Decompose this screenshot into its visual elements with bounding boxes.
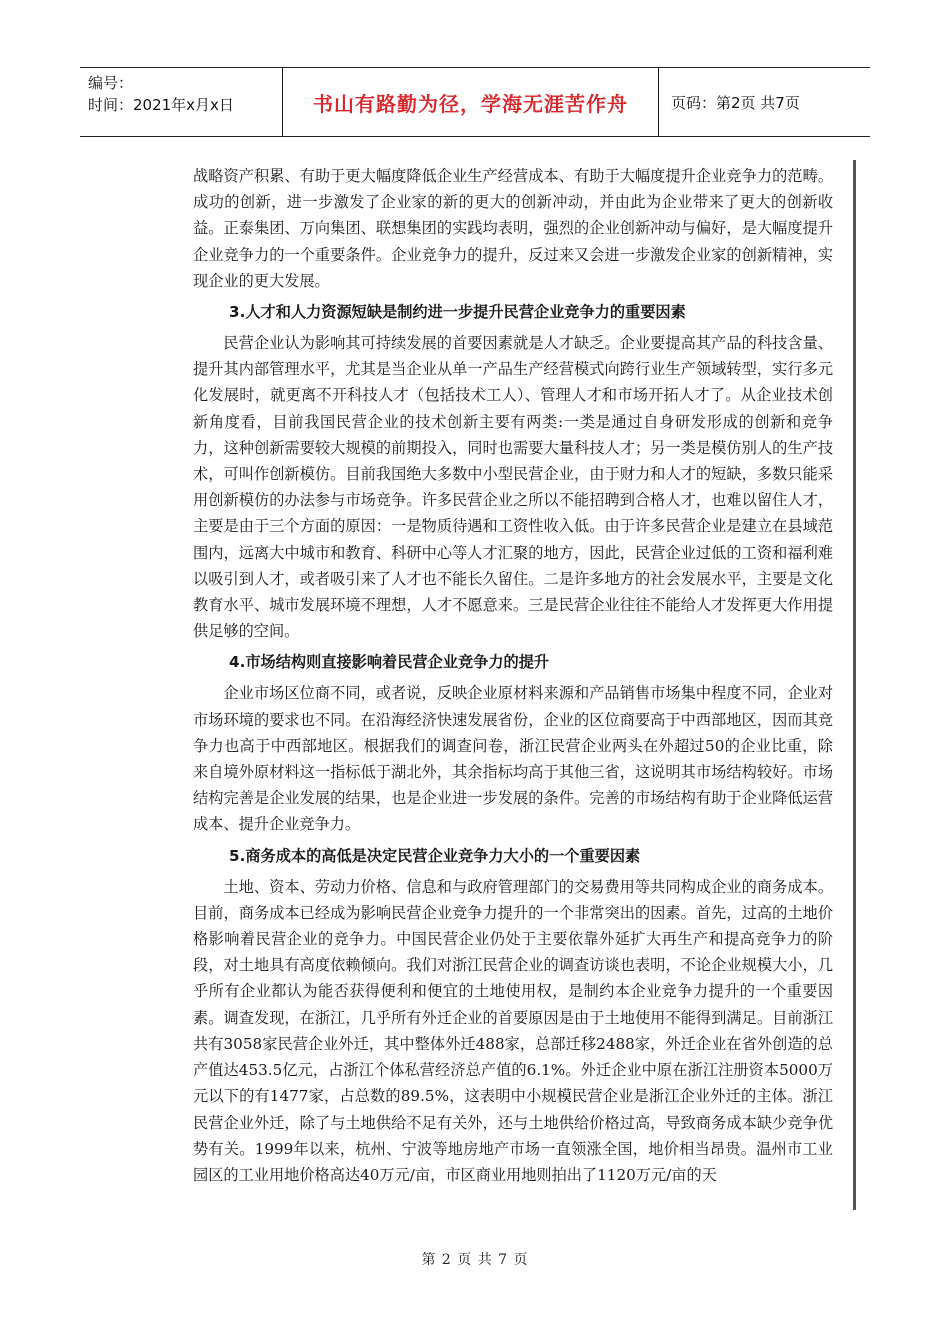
paragraph-business-cost: 土地、资本、劳动力价格、信息和与政府管理部门的交易费用等共同构成企业的商务成本。目前，商务成本已经成为影响民营企业竞争力提升的一个非常突出的因素。首先，过高的土地价格影响着民营企业的竞争力。中国民营企业仍处于主要依靠外延扩大再生产和提高竞争力的阶段，对土地具有高度依赖倾向。我们对浙江民营企业的调查访谈也表明，不论企业规模大小，几乎所有企业都认为能否获得便利和便宜的土地使用权，是制约本企业竞争力提升的一个重要因素。调查发现，在浙江，几乎所有外迁企业的首要原因是由于土地使用不能得到满足。目前浙江共有3058家民营企业外迁，其中整体外迁488家，总部迁移2488家，外迁企业在省外创造的总产值达453.5亿元，占浙江个体私营经济总产值的6.1%。外迁企业中原在浙江注册资本5000万元以下的有1477家，占总数的89.5%，这表明中小规模民营企业是浙江企业外迁的主体。浙江民营企业外迁，除了与土地供给不足有关外，还与土地供给价格过高，导致商务成本缺少竞争优势有关。1999年以来，杭州、宁波等地房地产市场一直领涨全国，地价相当昂贵。温州市工业园区的工业用地价格高达40万元/亩，市区商业用地则拍出了1120万元/亩的天 bbox=[193, 877, 833, 1184]
page-header bbox=[80, 67, 870, 137]
paragraph-market-structure: 企业市场区位商不同，或者说，反映企业原材料来源和产品销售市场集中程度不同，企业对市场环境的要求也不同。在沿海经济快速发展省份，企业的区位商要高于中西部地区，因而其竞争力也高于中西部地区。根据我们的调查问卷，浙江民营企业两头在外超过50的企业比重，除来自境外原材料这一指标低于湖北外，其余指标均高于其他三省，这说明其市场结构较好。市场结构完善是企业发展的结果，也是企业进一步发展的条件。完善的市场结构有助于企业降低运营成本、提升企业竞争力。 bbox=[193, 684, 833, 834]
document-date-label: 时间：2021年x月x日 bbox=[88, 96, 234, 114]
paragraph-talent: 民营企业认为影响其可持续发展的首要因素就是人才缺乏。企业要提高其产品的科技含量、提升其内部管理水平，尤其是当企业从单一产品生产经营模式向跨行业生产领域转型，实行多元化发展时，就更离不开科技人才（包括技术工人）、管理人才和市场开拓人才了。从企业技术创新角度看，目前我国民营企业的技术创新主要有两类:一类是通过自身研发形成的创新和竞争力，这种创新需要较大规模的前期投入，同时也需要大量科技人才；另一类是模仿别人的生产技术，可叫作创新模仿。目前我国绝大多数中小型民营企业，由于财力和人才的短缺，多数只能采用创新模仿的办法参与市场竞争。许多民营企业之所以不能招聘到合格人才，也难以留住人才，主要是由于三个方面的原因：一是物质待遇和工资性收入低。由于许多民营企业是建立在县域范围内，远离大中城市和教育、科研中心等人才汇聚的地方，因此，民营企业过低的工资和福利难以吸引到人才，或者吸引来了人才也不能长久留住。二是许多地方的社会发展水平，主要是文化教育水平、城市发展环境不理想，人才不愿意来。三是民营企业往往不能给人才发挥更大作用提供足够的空间。 bbox=[193, 334, 833, 641]
document-body bbox=[193, 163, 833, 1188]
header-page-info: 页码：第2页 共7页 bbox=[671, 93, 800, 112]
section-heading-4: 4.市场结构则直接影响着民营企业竞争力的提升 bbox=[229, 653, 550, 672]
paragraph-continuation: 战略资产积累、有助于更大幅度降低企业生产经营成本、有助于大幅度提升企业竞争力的范畴。成功的创新，进一步激发了企业家的新的更大的创新冲动，并由此为企业带来了更大的创新收益。正泰集团、万向集团、联想集团的实践均表明，强烈的企业创新冲动与偏好，是大幅度提升企业竞争力的一个重要条件。企业竞争力的提升，反过来又会进一步激发企业家的创新精神，实现企业的更大发展。 bbox=[193, 167, 833, 290]
header-meta bbox=[80, 68, 283, 136]
document-number-label: 编号： bbox=[88, 74, 134, 92]
section-heading-5: 5.商务成本的高低是决定民营企业竞争力大小的一个重要因素 bbox=[229, 846, 641, 865]
page-footer: 第 2 页 共 7 页 bbox=[421, 1252, 529, 1268]
section-heading-3: 3.人才和人力资源短缺是制约进一步提升民营企业竞争力的重要因素 bbox=[229, 303, 686, 322]
header-motto: 书山有路勤为径，学海无涯苦作舟 bbox=[283, 68, 659, 136]
margin-rule bbox=[853, 160, 856, 1210]
